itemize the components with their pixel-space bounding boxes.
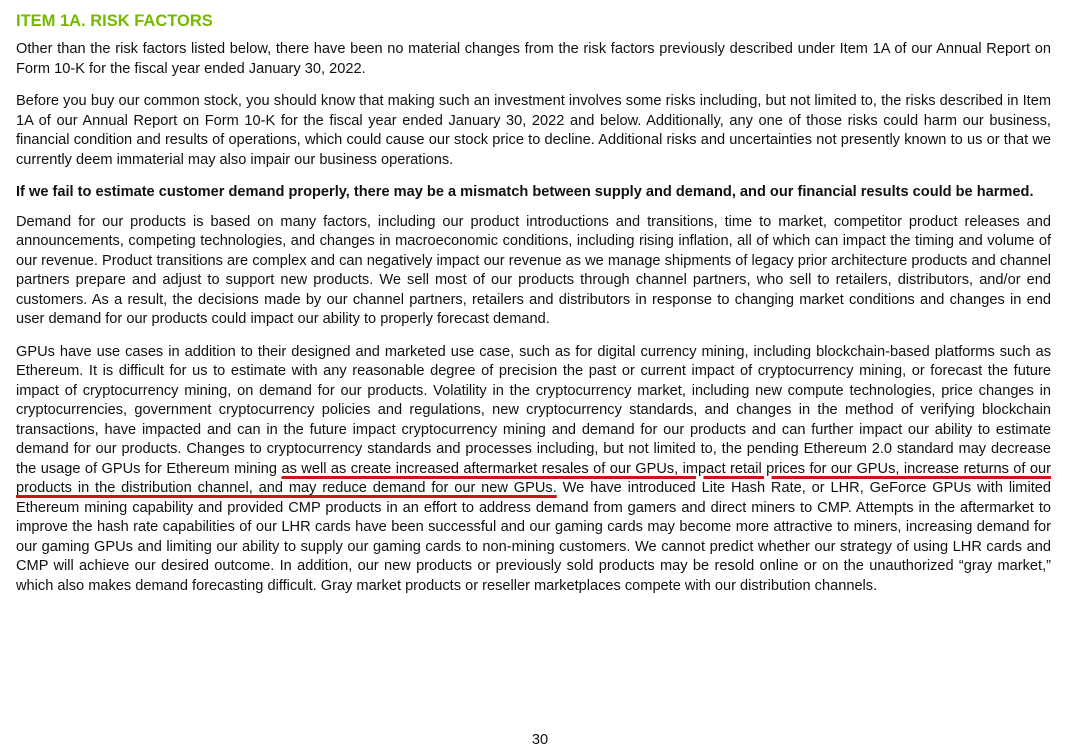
red-underlined-highlight: as well as create increased aftermarket resales of our GPUs, impact retail prices for our GPUs, increase returns of our products in the distribution channel, and may reduce demand for our new GPUs. bbox=[16, 460, 1051, 496]
crypto-text-after: We have introduced Lite Hash Rate, or LHR, GeForce GPUs with limited Ethereum mining capability and provided CMP products in an effort to address demand from gamers and direct miners to CMP. Attempts in the aftermarket to improve the hash rate capabilities of our LHR cards have been successful and our gaming cards may become more attractive to miners, increasing demand for our gaming GPUs and limiting our ability to supply our gaming cards to non-mining customers. We cannot predict whether our strategy of using LHR cards and CMP will achieve our desired outcome. In addition, our new products or previously sold products may be resold online or on the unauthorized “gray market,” which also makes demand forecasting difficult. Gray market products or reseller marketplaces compete with our distribution channels. bbox=[16, 480, 1051, 594]
section-heading: ITEM 1A. RISK FACTORS bbox=[16, 12, 213, 30]
crypto-text-before: GPUs have use cases in addition to their designed and marketed use case, such as for digital currency mining, including blockchain-based platforms such as Ethereum. It is difficult for us to estimate with any reasonable degree of precision the past or current impact of cryptocurrency mining, or forecast the future impact of cryptocurrency mining, on demand for our products. Volatility in the cryptocurrency market, including new compute technologies, price changes in cryptocurrencies, government cryptocurrency policies and regulations, new cryptocurrency standards, and changes in the method of verifying blockchain transactions, have impacted and can in the future impact cryptocurrency mining and demand for our products and can further impact our ability to estimate demand for our products. Changes to cryptocurrency standards and processes including, but not limited to, the pending Ethereum 2.0 standard may decrease the usage of GPUs for Ethereum mining bbox=[16, 343, 1051, 477]
risk-subheading: If we fail to estimate customer demand properly, there may be a mismatch between supply and demand, and our financial results could be harmed. bbox=[16, 184, 1034, 200]
page-number: 30 bbox=[531, 732, 549, 748]
document-page bbox=[16, 10, 1051, 609]
intro-paragraph: Other than the risk factors listed below, there have been no material changes from the risk factors previously described under Item 1A of our Annual Report on Form 10-K for the fiscal year ended January 30, 2022. bbox=[16, 41, 1051, 77]
demand-paragraph: Demand for our products is based on many factors, including our product introductions and transitions, time to market, competitor product releases and announcements, competing technologies, and changes in macroeconomic conditions, including rising inflation, all of which can impact the timing and volume of our revenue. Product transitions are complex and can negatively impact our revenue as we manage shipments of legacy prior architecture products and channel partners prepare and adjust to support new products. We sell most of our products through channel partners, who sell to retailers, distributors, and/or end customers. As a result, the decisions made by our channel partners, retailers and distributors in response to changing market conditions and changes in end user demand for our products could impact our ability to properly forecast demand. bbox=[16, 213, 1051, 327]
investment-risk-paragraph: Before you buy our common stock, you should know that making such an investment involves some risks including, but not limited to, the risks described in Item 1A of our Annual Report on Form 10-K for the fiscal year ended January 30, 2022 and below. Additionally, any one of those risks could harm our business, financial condition and results of operations, which could cause our stock price to decline. Additional risks and uncertainties not presently known to us or that we currently deem immaterial may also impair our business operations. bbox=[16, 93, 1051, 168]
crypto-paragraph bbox=[16, 343, 1051, 597]
